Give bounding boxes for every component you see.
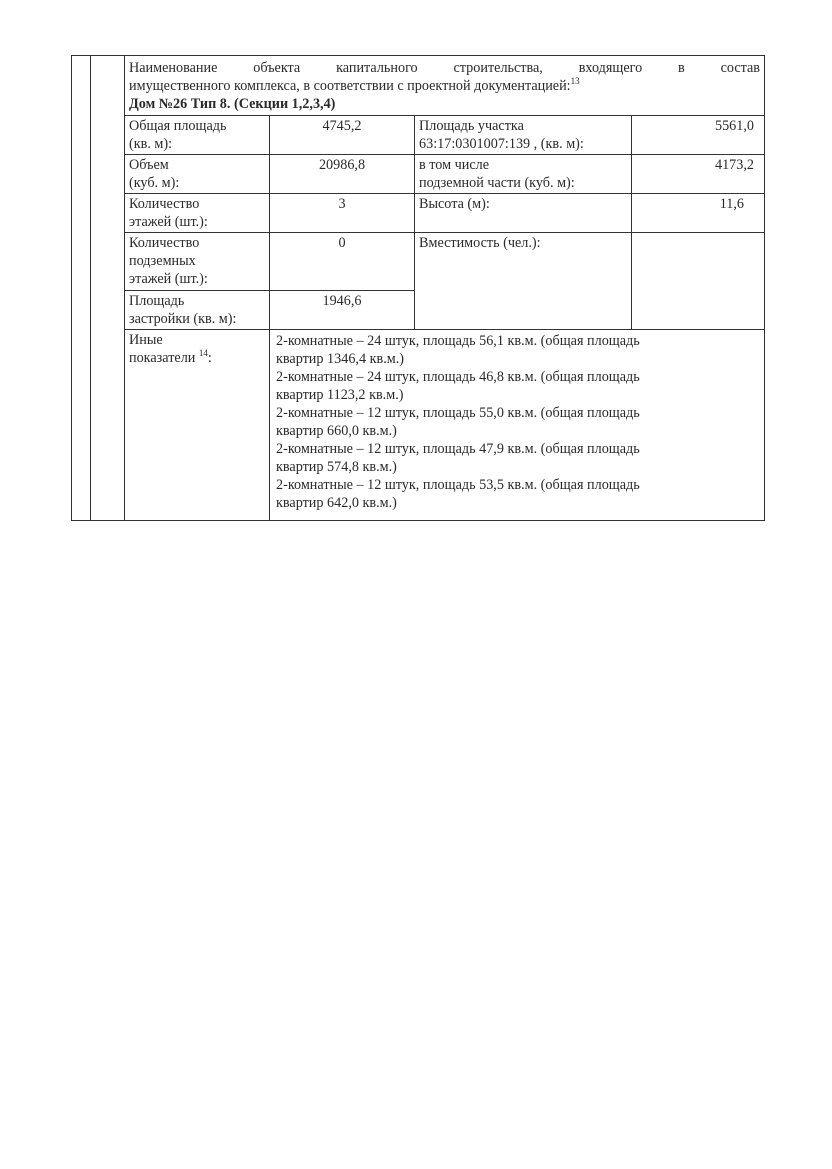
footprint-label: Площадь застройки (кв. м):	[124, 290, 270, 330]
blank-column-1	[71, 55, 91, 521]
apartment-item-1: 2-комнатные – 24 штук, площадь 56,1 кв.м. (общая площадь квартир 1346,4 кв.м.)	[276, 333, 640, 367]
height-value: 11,6	[631, 193, 765, 233]
blank-column-2	[90, 55, 125, 521]
object-title-line-2: имущественного комплекса, в соответствии с проектной документацией:$^{13}$	[129, 76, 580, 94]
underground-volume-value: 4173,2	[631, 154, 765, 194]
capacity-value	[631, 232, 765, 330]
plot-area-value: 5561,0	[631, 115, 765, 155]
floors-value: 3	[269, 193, 415, 233]
scan-header-smudge	[260, 10, 590, 24]
underground-volume-label: в том числе подземной части (куб. м):	[414, 154, 632, 194]
total-area-value: 4745,2	[269, 115, 415, 155]
footnote-14: 14	[198, 348, 208, 358]
object-table	[71, 55, 765, 521]
underground-floors-label: Количество подземных этажей (шт.):	[124, 232, 270, 291]
total-area-label: Общая площадь (кв. м):	[124, 115, 270, 155]
apartment-item-5: 2-комнатные – 12 штук, площадь 53,5 кв.м. (общая площадь квартир 642,0 кв.м.)	[276, 477, 640, 511]
footprint-value: 1946,6	[269, 290, 415, 330]
plot-area-label: Площадь участка 63:17:0301007:139 , (кв. м):	[414, 115, 632, 155]
footnote-13: 13	[570, 76, 580, 86]
apartment-item-4: 2-комнатные – 12 штук, площадь 47,9 кв.м. (общая площадь квартир 574,8 кв.м.)	[276, 441, 640, 475]
volume-value: 20986,8	[269, 154, 415, 194]
object-title-line-1: Наименование объекта капитального строительства, входящего в состав	[129, 60, 760, 76]
object-title-cell	[124, 55, 765, 116]
other-indicators-label: Иные показатели $^{14}$:	[124, 329, 270, 521]
height-label: Высота (м):	[414, 193, 632, 233]
capacity-label: Вместимость (чел.):	[414, 232, 632, 330]
apartment-item-2: 2-комнатные – 24 штук, площадь 46,8 кв.м. (общая площадь квартир 1123,2 кв.м.)	[276, 369, 640, 403]
apartment-item-3: 2-комнатные – 12 штук, площадь 55,0 кв.м. (общая площадь квартир 660,0 кв.м.)	[276, 405, 640, 439]
other-indicators-list	[269, 329, 765, 521]
underground-floors-value: 0	[269, 232, 415, 291]
floors-label: Количество этажей (шт.):	[124, 193, 270, 233]
object-name: Дом №26 Тип 8. (Секции 1,2,3,4)	[129, 96, 336, 112]
volume-label: Объем (куб. м):	[124, 154, 270, 194]
